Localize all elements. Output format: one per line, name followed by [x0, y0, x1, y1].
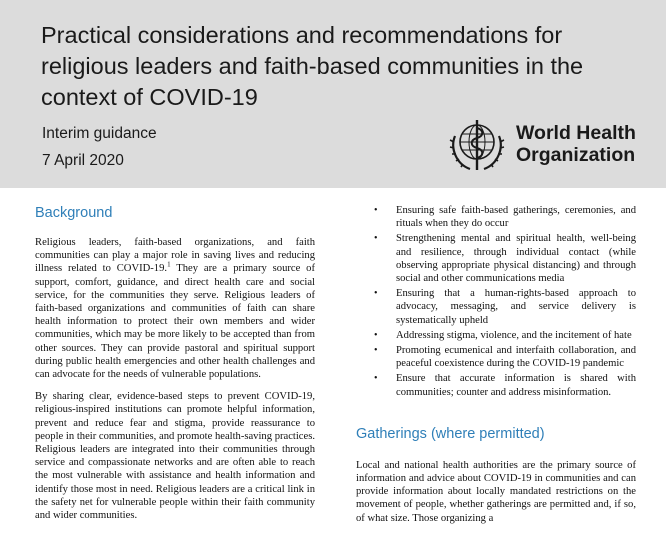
list-item: • Ensuring safe faith-based gatherings, ceremonies, and rituals when they do occur: [356, 204, 636, 230]
who-logo: [446, 114, 636, 176]
list-item: • Strengthening mental and spiritual health, well-being and resilience, through individual contact (while observing appropriate physical distancing) and through social and other communications media: [356, 232, 636, 285]
document-header: [0, 0, 666, 188]
gatherings-heading: Gatherings (where permitted): [356, 425, 545, 442]
list-item: • Promoting ecumenical and interfaith collaboration, and peaceful coexistence during the COVID-19 pandemic: [356, 344, 636, 370]
background-paragraph-1: [35, 236, 315, 381]
footnote-reference[interactable]: 1: [167, 260, 171, 269]
document-date: 7 April 2020: [42, 152, 124, 169]
who-emblem-icon: [446, 114, 508, 176]
gatherings-paragraph-1: Local and national health authorities are the primary source of information and advice about COVID-19 in communities and can provide information about locally mandated restrictions on the movement of people, whether gatherings are permitted and, if so, of what size. Those organizing a: [356, 459, 636, 524]
list-item: • Addressing stigma, violence, and the incitement of hate: [356, 329, 636, 342]
paragraph-text: They are a primary source of support, comfort, guidance, and direct health care and social service, for the communities they serve. Religious leaders of faith-based organizations and communities of faith can share health information to protect their own members and wider communities, which may be more likely to be accepted than from other sources. They can provide pastoral and spiritual support during public health emergencies and other health challenges and can advocate for the needs of vulnerable populations.: [35, 263, 315, 381]
list-item: • Ensure that accurate information is shared with communities; counter and address misinformation.: [356, 372, 636, 398]
background-heading: Background: [35, 205, 113, 221]
paragraph-text: Religious leaders, faith-based organizations, and faith communities can play a major role in saving lives and reducing illness related to COVID-19.: [35, 237, 315, 275]
who-wordmark: [516, 122, 636, 166]
background-paragraph-2: By sharing clear, evidence-based steps to prevent COVID-19, religious-inspired institutions can promote helpful information, prevent and reduce fear and stigma, provide reassurance to people in their communities, and promote health-saving practices. Religious leaders are integrated into their communities through service and compassionate networks and are often able to reach the most vulnerable with assistance and health information and identify those most in need. Religious leaders are a critical link in the safety net for vulnerable people within their faith community and wider communities.: [35, 391, 315, 522]
left-column: [35, 204, 315, 531]
org-name-line2: Organization: [516, 144, 636, 166]
org-name-line1: World Health: [516, 122, 636, 144]
list-item: • Ensuring that a human-rights-based approach to advocacy, messaging, and service delivery is systematically upheld: [356, 287, 636, 327]
document-title: Practical considerations and recommendations for religious leaders and faith-based communities in the context of COVID-19: [41, 22, 584, 110]
document-subtitle: Interim guidance: [42, 125, 157, 142]
recommendations-list: [356, 204, 636, 399]
right-column: [356, 204, 636, 534]
